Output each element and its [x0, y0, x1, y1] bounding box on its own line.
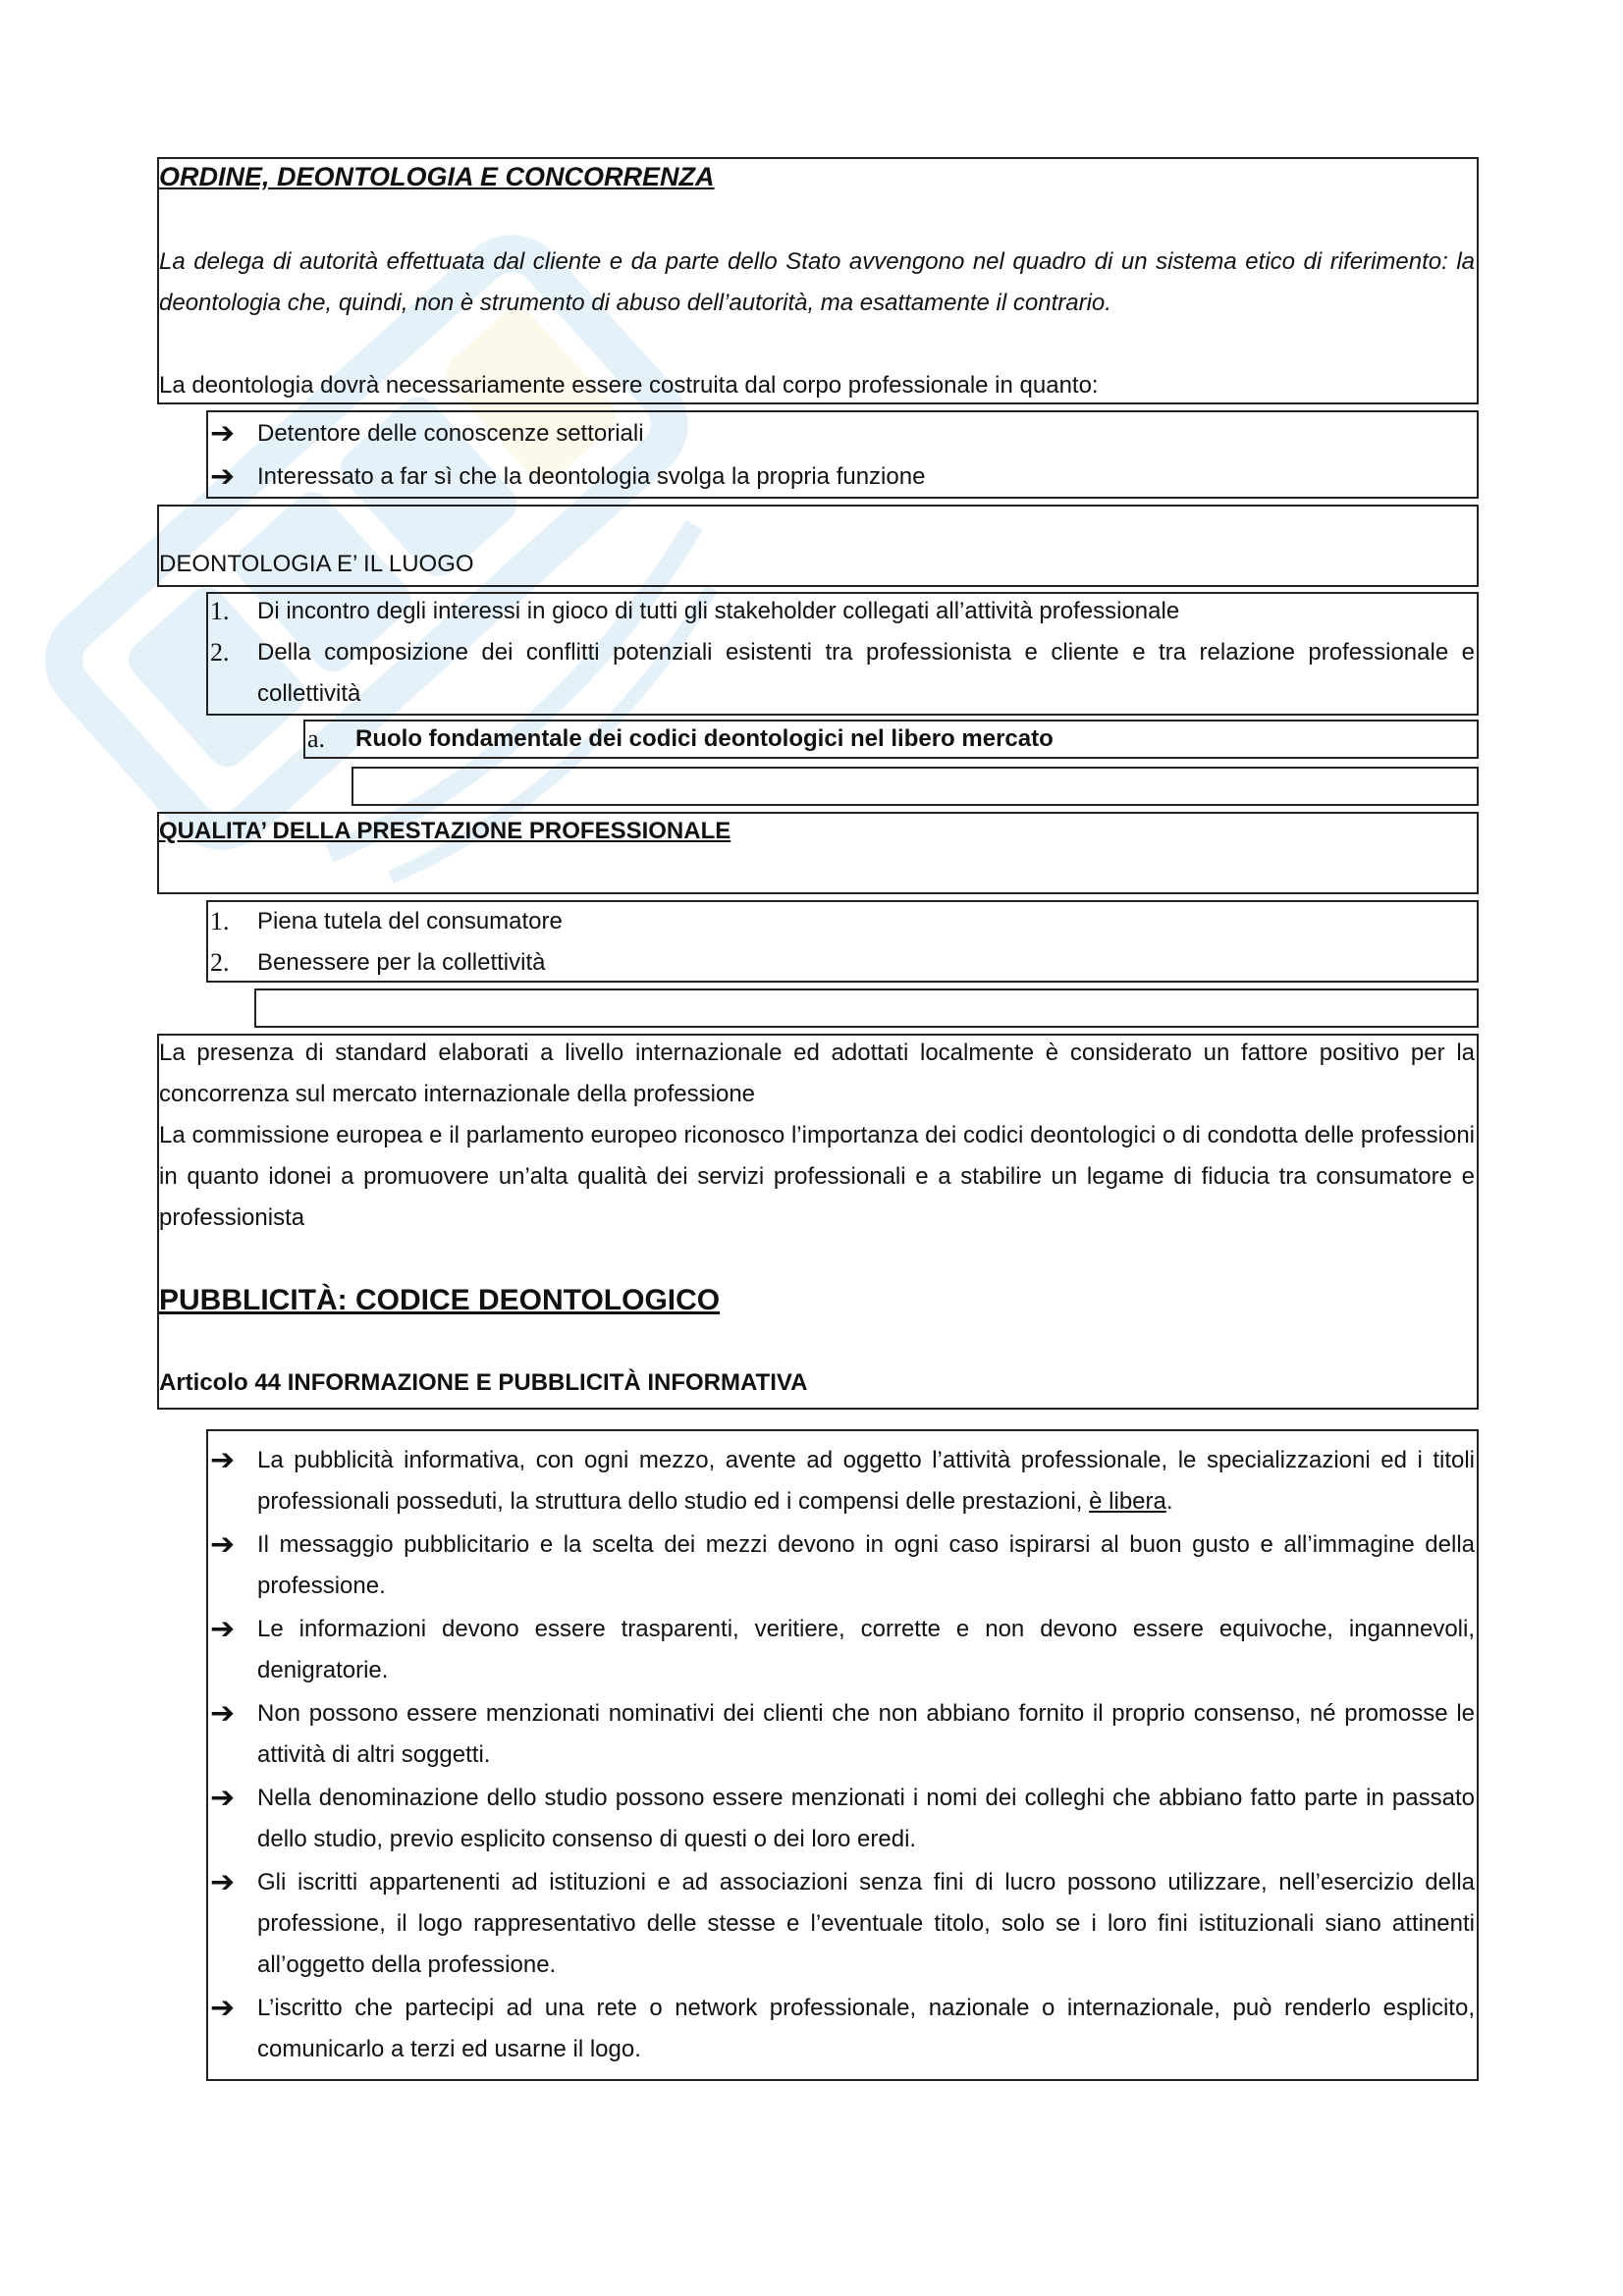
list-item: Benessere per la collettività [257, 949, 546, 976]
sub-item-letter: a. [307, 724, 326, 753]
bullet-text: professionali posseduti, la struttura dello studio ed i compensi delle prestazioni, [257, 1488, 1090, 1515]
bullet-line: professione, il logo rappresentativo delle stesse e l’eventuale titolo, solo se i loro fini istituzionali siano attinenti [257, 1910, 1475, 1937]
arrow-bullet-icon: ➔ [210, 1866, 236, 1898]
section-heading: QUALITA’ DELLA PRESTAZIONE PROFESSIONALE [159, 818, 731, 844]
paragraph-line: concorrenza sul mercato internazionale della professione [159, 1081, 756, 1107]
bullet-line: professione. [257, 1573, 386, 1599]
paragraph-line: La presenza di standard elaborati a livello internazionale ed adottati localmente è considerato un fattore positivo per la [159, 1040, 1475, 1066]
list-item: Di incontro degli interessi in gioco di tutti gli stakeholder collegati all’attività professionale [257, 598, 1180, 624]
list-item: Detentore delle conoscenze settoriali [257, 420, 644, 447]
bullet-line: comunicarlo a terzi ed usarne il logo. [257, 2036, 641, 2062]
list-item-continuation: collettività [257, 680, 361, 707]
article-heading: Articolo 44 INFORMAZIONE E PUBBLICITÀ INFORMATIVA [159, 1369, 808, 1396]
bullet-line: Gli iscritti appartenenti ad istituzioni e ad associazioni senza fini di lucro possono utilizzare, nell’esercizio della [257, 1869, 1475, 1896]
arrow-bullet-icon: ➔ [210, 460, 236, 493]
list-item: Interessato a far sì che la deontologia svolga la propria funzione [257, 463, 926, 490]
section-title: ORDINE, DEONTOLOGIA E CONCORRENZA [159, 162, 715, 191]
bullet-line: La pubblicità informativa, con ogni mezzo, avente ad oggetto l’attività professionale, le specializzazioni ed i titoli [257, 1447, 1475, 1473]
big-heading: PUBBLICITÀ: CODICE DEONTOLOGICO [159, 1284, 721, 1316]
section-heading: DEONTOLOGIA E’ IL LUOGO [159, 551, 474, 577]
bullet-line: Non possono essere menzionati nominativi dei clienti che non abbiano fornito il proprio consenso, né promosse le [257, 1700, 1475, 1727]
bullet-line: Le informazioni devono essere trasparenti, veritiere, corrette e non devono essere equivoche, ingannevoli, [257, 1616, 1475, 1642]
arrow-bullet-icon: ➔ [210, 1782, 236, 1814]
list-number: 2. [210, 638, 230, 667]
list-item: Della composizione dei conflitti potenziali esistenti tra professionista e cliente e tra relazione professionale e [257, 639, 1475, 666]
underlined-phrase: è libera [1089, 1488, 1166, 1515]
sub-item: Ruolo fondamentale dei codici deontologici nel libero mercato [355, 725, 1054, 752]
arrow-bullet-icon: ➔ [210, 1992, 236, 2024]
bullet-text-end: . [1165, 1488, 1173, 1515]
bullet-line: denigratorie. [257, 1657, 389, 1683]
paragraph-line: in quanto idonei a promuovere un’alta qualità dei servizi professionali e a stabilire un legame di fiducia tra consumatore e [159, 1163, 1475, 1190]
list-number: 1. [210, 597, 230, 625]
empty-box [254, 988, 1479, 1028]
paragraph-line: professionista [159, 1204, 305, 1231]
list-number: 2. [210, 948, 230, 977]
bullet-line: L’iscritto che partecipi ad una rete o network professionale, nazionale o internazionale, può renderlo esplicito, [257, 1995, 1475, 2021]
bullet-line: Il messaggio pubblicitario e la scelta dei mezzi devono in ogni caso ispirarsi al buon gusto e all’immagine della [257, 1531, 1475, 1558]
intro-paragraph-line: La delega di autorità effettuata dal cliente e da parte dello Stato avvengono nel quadro di un sistema etico di riferimento: la [159, 248, 1475, 275]
bullet-line: attività di altri soggetti. [257, 1741, 491, 1768]
paragraph-line: La commissione europea e il parlamento europeo riconosco l’importanza dei codici deontologici o di condotta delle professioni [159, 1122, 1475, 1148]
arrow-bullet-icon: ➔ [210, 1697, 236, 1730]
intro-paragraph-line: deontologia che, quindi, non è strumento di abuso dell’autorità, ma esattamente il contrario. [159, 290, 1111, 316]
bullet-line: dello studio, previo esplicito consenso di questi o dei loro eredi. [257, 1826, 917, 1852]
arrow-bullet-icon: ➔ [210, 1613, 236, 1645]
bullet-line: all’oggetto della professione. [257, 1951, 557, 1978]
arrow-bullet-icon: ➔ [210, 1444, 236, 1476]
empty-box [352, 767, 1479, 806]
arrow-bullet-icon: ➔ [210, 1528, 236, 1561]
intro-paragraph: La deontologia dovrà necessariamente essere costruita dal corpo professionale in quanto: [159, 372, 1099, 399]
bullet-line: Nella denominazione dello studio possono essere menzionati i nomi dei colleghi che abbiano fatto parte in passato [257, 1785, 1475, 1811]
bullet-line [257, 1481, 1173, 1522]
list-number: 1. [210, 907, 230, 935]
list-item: Piena tutela del consumatore [257, 908, 563, 934]
arrow-bullet-icon: ➔ [210, 417, 236, 450]
